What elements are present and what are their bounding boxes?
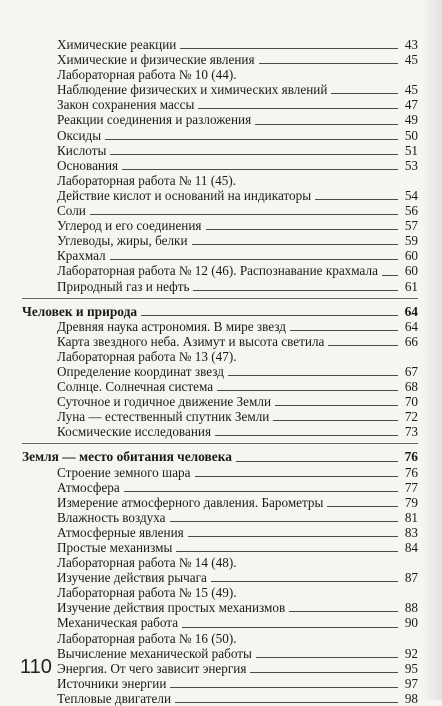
entry-title: Крахмал <box>57 248 106 264</box>
toc-entry <box>22 173 418 188</box>
entry-title: Строение земного шара <box>57 464 191 480</box>
dot-leader <box>275 405 398 406</box>
entry-title: Суточное и годичное движение Земли <box>57 394 271 410</box>
dot-leader <box>110 154 398 155</box>
toc-entry <box>22 465 418 480</box>
dot-leader <box>259 63 398 64</box>
dot-leader <box>255 124 398 125</box>
toc-entry <box>22 646 418 661</box>
toc-entry <box>22 188 418 203</box>
page-ref: 53 <box>404 157 418 173</box>
toc-entry <box>22 158 418 173</box>
toc-entry <box>22 540 418 555</box>
toc-entry <box>22 379 418 394</box>
dot-leader <box>250 672 398 673</box>
dot-leader <box>124 491 398 492</box>
dot-leader <box>105 139 398 140</box>
page-ref: 43 <box>404 37 418 52</box>
entry-title: Закон сохранения массы <box>57 97 195 113</box>
entry-title: Атмосфера <box>57 479 120 495</box>
entry-title: Лабораторная работа № 16 (50). <box>57 630 237 646</box>
entry-title: Лабораторная работа № 11 (45). <box>57 172 237 188</box>
dot-leader <box>90 214 398 215</box>
toc-entry <box>22 128 418 143</box>
toc-entry <box>22 661 418 676</box>
page-ref: 72 <box>404 409 418 425</box>
toc-entry <box>22 510 418 525</box>
toc-entry <box>22 203 418 218</box>
dot-leader <box>382 275 398 276</box>
entry-title: Тепловые двигатели <box>57 690 172 706</box>
dot-leader <box>175 702 398 703</box>
page-ref: 70 <box>404 394 418 410</box>
entry-title: Реакции соединения и разложения <box>57 112 252 128</box>
toc-entry <box>22 82 418 97</box>
toc-entry <box>22 112 418 127</box>
toc-entry <box>22 364 418 379</box>
toc-entry <box>22 263 418 278</box>
dot-leader <box>315 199 398 200</box>
entry-title: Влажность воздуха <box>57 509 166 525</box>
toc-entry <box>22 555 418 570</box>
dot-leader <box>217 390 398 391</box>
dot-leader <box>289 611 398 612</box>
page-ref: 81 <box>404 509 418 525</box>
page-edge-shadow <box>422 0 442 700</box>
toc-entry <box>22 615 418 630</box>
entry-title: Химические реакции <box>57 37 177 52</box>
entry-title: Вычисление механической работы <box>57 645 252 661</box>
entry-title: Солнце. Солнечная система <box>57 379 214 395</box>
dot-leader <box>192 244 398 245</box>
page-ref: 45 <box>404 82 418 98</box>
entry-title: Энергия. От чего зависит энергия <box>57 660 247 676</box>
page-ref: 92 <box>404 645 418 661</box>
section-title: Земля — место обитания человека <box>22 449 232 465</box>
entry-title: Углеводы, жиры, белки <box>57 233 188 249</box>
toc-entry <box>22 248 418 263</box>
toc-entry <box>22 97 418 112</box>
dot-leader <box>211 581 398 582</box>
page-ref: 45 <box>404 52 418 68</box>
page-number: 110 <box>20 656 52 678</box>
page-ref: 77 <box>404 479 418 495</box>
toc-entry <box>22 334 418 349</box>
entry-title: Определение координат звезд <box>57 363 224 379</box>
dot-leader <box>290 330 398 331</box>
page-ref: 50 <box>404 127 418 143</box>
toc-entry <box>22 676 418 691</box>
entry-title: Изучение действия простых механизмов <box>57 600 286 616</box>
dot-leader <box>180 48 398 49</box>
page-ref: 98 <box>404 690 418 706</box>
page-ref: 73 <box>404 424 418 440</box>
dot-leader <box>182 627 398 628</box>
toc-entry <box>22 67 418 82</box>
entry-title: Углерод и его соединения <box>57 218 202 234</box>
toc-entry <box>22 525 418 540</box>
page-ref: 88 <box>404 600 418 616</box>
page-ref: 76 <box>404 464 418 480</box>
toc-section-heading <box>22 449 418 464</box>
dot-leader <box>198 108 398 109</box>
dot-leader <box>331 93 398 94</box>
toc-entry <box>22 691 418 706</box>
entry-title: Химические и физические явления <box>57 52 255 68</box>
page-ref: 64 <box>404 318 418 334</box>
toc-entry <box>22 37 418 52</box>
entry-title: Древняя наука астрономия. В мире звезд <box>57 318 286 334</box>
dot-leader <box>170 687 398 688</box>
dot-leader <box>236 461 398 462</box>
page-ref: 68 <box>404 379 418 395</box>
page-ref: 83 <box>404 524 418 540</box>
entry-title: Карта звездного неба. Азимут и высота светила <box>57 333 325 349</box>
entry-title: Основания <box>57 157 119 173</box>
page-ref: 97 <box>404 675 418 691</box>
table-of-contents <box>22 37 418 706</box>
page-ref: 60 <box>404 263 418 279</box>
toc-entry <box>22 600 418 615</box>
entry-title: Соли <box>57 203 86 219</box>
page-ref: 54 <box>404 187 418 203</box>
page-ref: 76 <box>404 449 418 465</box>
toc-entry <box>22 349 418 364</box>
toc-entry <box>22 279 418 294</box>
toc-entry <box>22 424 418 439</box>
page-ref: 57 <box>404 218 418 234</box>
entry-title: Механическая работа <box>57 615 179 631</box>
section-title: Человек и природа <box>22 303 138 319</box>
entry-title: Измерение атмосферного давления. Барометры <box>57 494 324 510</box>
toc-entry <box>22 570 418 585</box>
toc-section-heading <box>22 304 418 319</box>
page-ref: 84 <box>404 540 418 555</box>
page-ref: 87 <box>404 570 418 586</box>
entry-title: Оксиды <box>57 127 102 143</box>
page-ref: 61 <box>404 278 418 294</box>
dot-leader <box>188 536 398 537</box>
dot-leader <box>195 476 399 477</box>
page-ref: 67 <box>404 363 418 379</box>
dot-leader <box>170 521 398 522</box>
entry-title: Источники энергии <box>57 675 167 691</box>
page-ref: 66 <box>404 333 418 349</box>
page-ref: 64 <box>404 303 418 319</box>
toc-entry <box>22 233 418 248</box>
entry-title: Лабораторная работа № 10 (44). <box>57 67 237 83</box>
dot-leader <box>206 229 399 230</box>
toc-entry <box>22 495 418 510</box>
entry-title: Наблюдение физических и химических явлений <box>57 82 328 98</box>
toc-entry <box>22 394 418 409</box>
entry-title: Изучение действия рычага <box>57 570 207 586</box>
entry-title: Лабораторная работа № 15 (49). <box>57 585 237 601</box>
toc-entry <box>22 585 418 600</box>
dot-leader <box>327 506 398 507</box>
toc-entry <box>22 218 418 233</box>
entry-title: Лабораторная работа № 12 (46). Распознавание крахмала <box>57 263 378 279</box>
page-ref: 49 <box>404 112 418 128</box>
page-ref: 59 <box>404 233 418 249</box>
dot-leader <box>273 420 398 421</box>
entry-title: Атмосферные явления <box>57 524 184 540</box>
page-ref: 60 <box>404 248 418 264</box>
toc-entry <box>22 631 418 646</box>
toc-entry <box>22 143 418 158</box>
dot-leader <box>328 345 398 346</box>
dot-leader <box>176 551 398 552</box>
entry-title: Природный газ и нефть <box>57 278 190 294</box>
entry-title: Лабораторная работа № 14 (48). <box>57 555 237 571</box>
toc-entry <box>22 409 418 424</box>
page-ref: 47 <box>404 97 418 113</box>
page-ref: 90 <box>404 615 418 631</box>
section-divider <box>22 298 418 299</box>
entry-title: Лабораторная работа № 13 (47). <box>57 348 237 364</box>
toc-entry <box>22 52 418 67</box>
dot-leader <box>122 169 398 170</box>
dot-leader <box>141 315 398 316</box>
section-divider <box>22 443 418 444</box>
entry-title: Луна — естественный спутник Земли <box>57 409 270 425</box>
entry-title: Космические исследования <box>57 424 212 440</box>
page-ref: 51 <box>404 142 418 158</box>
dot-leader <box>215 435 398 436</box>
dot-leader <box>228 375 398 376</box>
toc-entry <box>22 480 418 495</box>
toc-entry <box>22 319 418 334</box>
entry-title: Действие кислот и оснований на индикаторы <box>57 187 312 203</box>
page-ref: 95 <box>404 660 418 676</box>
page-ref: 79 <box>404 494 418 510</box>
entry-title: Простые механизмы <box>57 540 173 555</box>
entry-title: Кислоты <box>57 142 107 158</box>
page-ref: 56 <box>404 203 418 219</box>
dot-leader <box>110 259 398 260</box>
dot-leader <box>193 290 398 291</box>
dot-leader <box>256 657 398 658</box>
